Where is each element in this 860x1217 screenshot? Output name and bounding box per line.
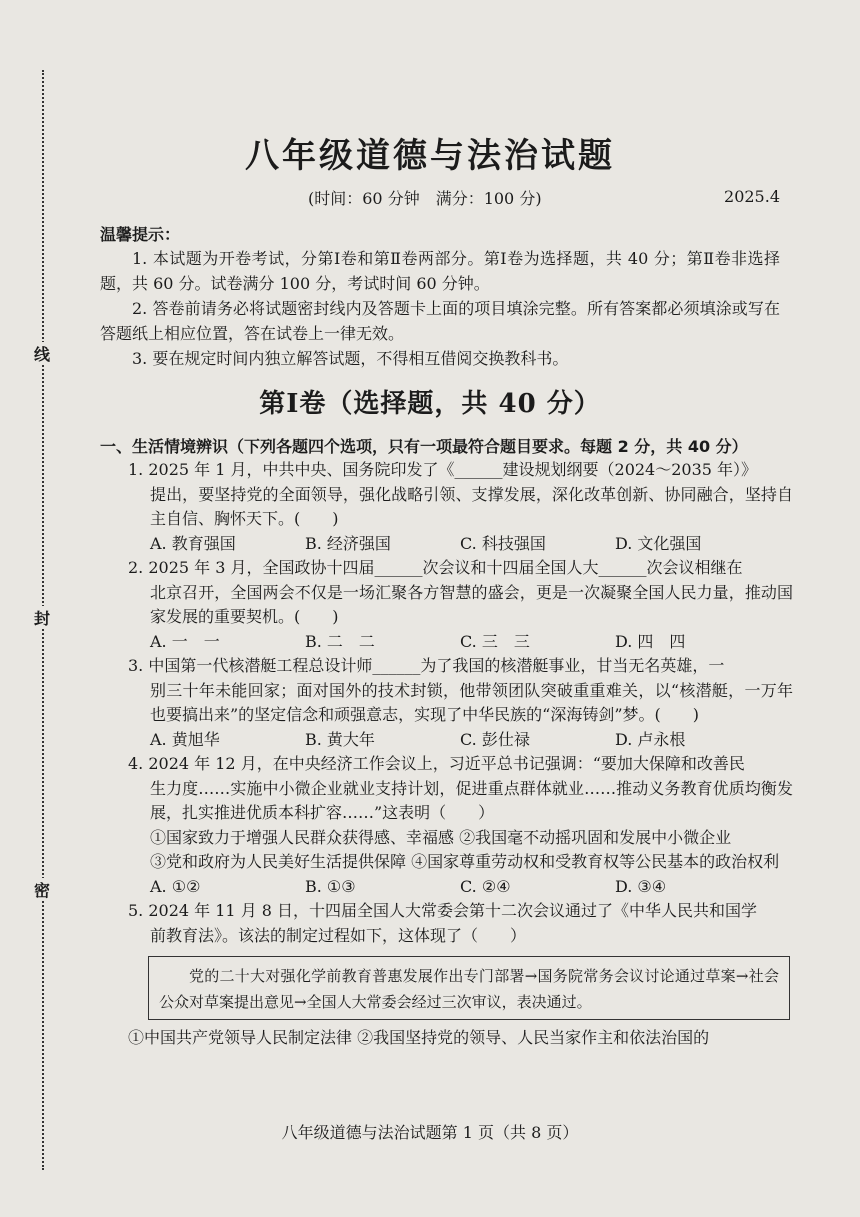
option-row bbox=[128, 630, 793, 655]
question-text: 生力度……实施中小微企业就业支持计划，促进重点群体就业……推动义务教育优质均衡发展，扎实推进优质本科扩容……”这表明（ ） bbox=[150, 778, 793, 822]
question-5 bbox=[128, 899, 793, 1051]
process-box bbox=[148, 956, 790, 1020]
option-a: A. 教育强国 bbox=[150, 533, 236, 553]
note-item: 2. 答卷前请务必将试题密封线内及答题卡上面的项目填涂完整。所有答案都必须填涂或写在答题纸上相应位置，答在试卷上一律无效。 bbox=[100, 299, 780, 343]
note-item: 1. 本试题为开卷考试，分第Ⅰ卷和第Ⅱ卷两部分。第Ⅰ卷为选择题，共 40 分；第Ⅱ卷非选择题，共 60 分。试卷满分 100 分，考试时间 60 分钟。 bbox=[100, 249, 780, 293]
option-d: D. 四 四 bbox=[615, 631, 686, 651]
question-text: 提出，要坚持党的全面领导，强化战略引领、支撑发展，深化改革创新、协同融合，坚持自主自信、胸怀天下。( ) bbox=[150, 484, 793, 528]
binding-char-xian: 线 bbox=[32, 342, 52, 365]
question-3 bbox=[128, 654, 793, 752]
question-stem: 4. 2024 年 12 月，在中央经济工作会议上，习近平总书记强调：“要加大保障和改善民 bbox=[128, 754, 745, 773]
option-b: B. 黄大年 bbox=[305, 729, 375, 749]
option-d: D. 卢永根 bbox=[615, 729, 686, 749]
statement-line: ①国家致力于增强人民群众获得感、幸福感 ②我国毫不动摇巩固和发展中小微企业 bbox=[150, 827, 732, 847]
section-heading: 一、生活情境辨识（下列各题四个选项，只有一项最符合题目要求。每题 2 分，共 40 分） bbox=[100, 437, 748, 456]
option-a: A. 黄旭华 bbox=[150, 729, 220, 749]
option-c: C. 科技强国 bbox=[460, 533, 546, 553]
question-4 bbox=[128, 752, 793, 899]
option-c: C. ②④ bbox=[460, 876, 511, 896]
binding-char-feng: 封 bbox=[32, 606, 52, 629]
binding-char-mi: 密 bbox=[32, 878, 52, 901]
part-title: 第Ⅰ卷（选择题，共 40 分） bbox=[259, 389, 601, 419]
question-text: 北京召开，全国两会不仅是一场汇聚各方智慧的盛会，更是一次凝聚全国人民力量，推动国家发展的重要契机。( ) bbox=[150, 582, 793, 626]
question-stem: 3. 中国第一代核潜艇工程总设计师______为了我国的核潜艇事业，甘当无名英雄，一 bbox=[128, 656, 725, 675]
question-stem: 2. 2025 年 3 月，全国政协十四届______次会议和十四届全国人大______次会议相继在 bbox=[128, 558, 743, 577]
statement-line: ①中国共产党领导人民制定法律 ②我国坚持党的领导、人民当家作主和依法治国的 bbox=[128, 1028, 710, 1047]
question-text: 别三十年未能回家；面对国外的技术封锁，他带领团队突破重重难关，以“核潜艇，一万年也要搞出来”的坚定信念和顽强意志，实现了中华民族的“深海铸剑”梦。( ) bbox=[150, 680, 793, 724]
notes-list bbox=[100, 246, 780, 371]
note-item: 3. 要在规定时间内独立解答试题，不得相互借阅交换教科书。 bbox=[132, 349, 569, 368]
exam-time-score: (时间：60 分钟 满分：100 分) bbox=[308, 189, 542, 208]
option-d: D. 文化强国 bbox=[615, 533, 702, 553]
question-stem: 1. 2025 年 1 月，中共中央、国务院印发了《______建设规划纲要（2024～2035 年）》 bbox=[128, 460, 758, 479]
question-stem: 5. 2024 年 11 月 8 日，十四届全国人大常委会第十二次会议通过了《中华人民共和国学 bbox=[128, 901, 758, 920]
page-footer: 八年级道德与法治试题第 1 页（共 8 页） bbox=[281, 1123, 579, 1142]
question-1 bbox=[128, 458, 793, 556]
option-c: C. 彭仕禄 bbox=[460, 729, 530, 749]
question-text: 前教育法》。该法的制定过程如下，这体现了（ ） bbox=[150, 925, 527, 945]
option-d: D. ③④ bbox=[615, 876, 667, 896]
option-row bbox=[128, 728, 793, 753]
option-c: C. 三 三 bbox=[460, 631, 530, 651]
option-b: B. 二 二 bbox=[305, 631, 375, 651]
option-a: A. 一 一 bbox=[150, 631, 220, 651]
exam-date: 2025.4 bbox=[724, 187, 780, 206]
option-b: B. ①③ bbox=[305, 876, 356, 896]
question-2 bbox=[128, 556, 793, 654]
option-row bbox=[128, 532, 793, 557]
option-a: A. ①② bbox=[150, 876, 201, 896]
notes-heading: 温馨提示： bbox=[100, 225, 181, 244]
question-list bbox=[128, 458, 793, 1051]
option-b: B. 经济强国 bbox=[305, 533, 391, 553]
statement-line: ③党和政府为人民美好生活提供保障 ④国家尊重劳动权和受教育权等公民基本的政治权利 bbox=[150, 852, 780, 871]
page-title: 八年级道德与法治试题 bbox=[245, 136, 615, 176]
process-text: 党的二十大对强化学前教育普惠发展作出专门部署→国务院常务会议讨论通过草案→社会公众对草案提出意见→全国人大常委会经过三次审议，表决通过。 bbox=[159, 967, 779, 1011]
option-row bbox=[128, 875, 793, 900]
